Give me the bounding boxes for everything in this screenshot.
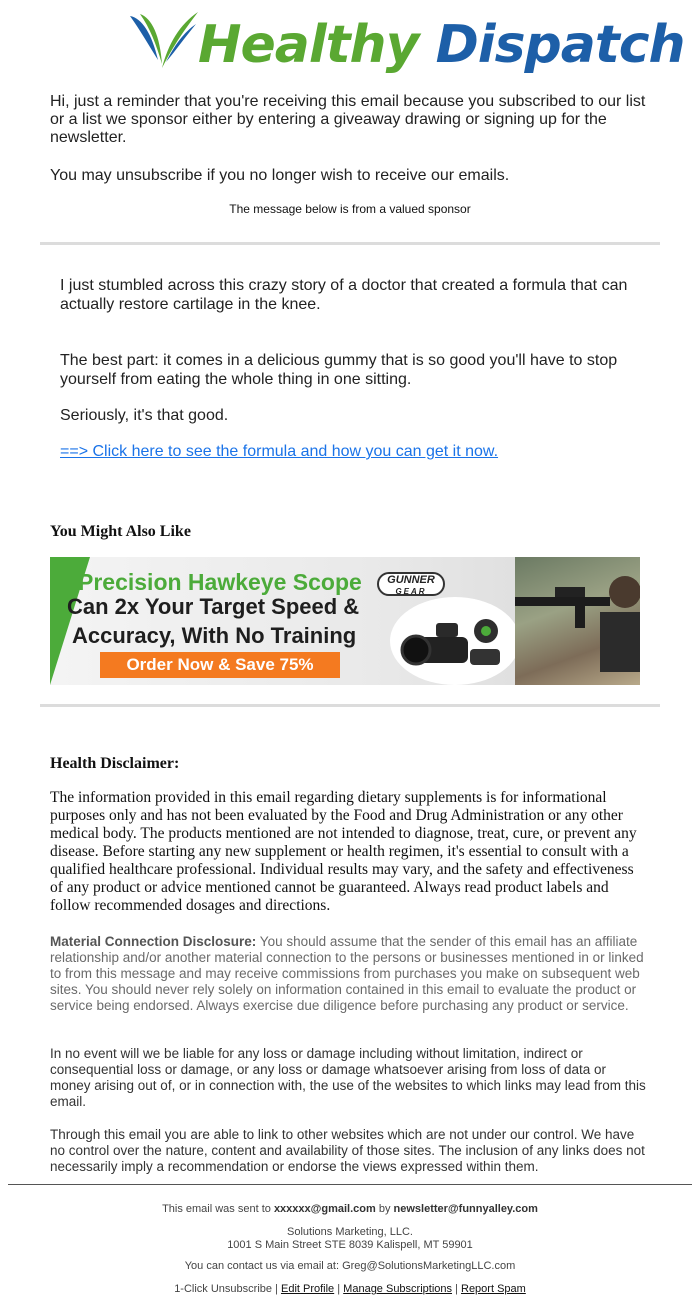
subscription-reminder: Hi, just a reminder that you're receiving this email because you subscribed to our list or a list we sponsor either by entering a giveaway drawing or signing up for the newsletter. bbox=[50, 93, 646, 146]
order-now-button[interactable]: Order Now & Save 75% bbox=[100, 652, 340, 678]
health-disclaimer-heading: Health Disclaimer: bbox=[50, 755, 180, 772]
sent-prefix: This email was sent to bbox=[162, 1203, 274, 1215]
sender-email: newsletter@funnyalley.com bbox=[393, 1203, 538, 1215]
link-separator: | bbox=[334, 1283, 344, 1295]
logo-wordmark bbox=[198, 10, 685, 80]
brand-bottom: GEAR bbox=[395, 587, 427, 596]
company-address: 1001 S Main Street STE 8039 Kalispell, MT 59901 bbox=[227, 1239, 473, 1251]
logo-mark-icon bbox=[128, 10, 200, 80]
message-paragraph-3: Seriously, it's that good. bbox=[60, 407, 229, 424]
link-separator: | bbox=[272, 1283, 281, 1295]
material-disclosure-label: Material Connection Disclosure: bbox=[50, 934, 257, 949]
contact-line: You can contact us via email at: Greg@SolutionsMarketingLLC.com bbox=[184, 1260, 516, 1272]
red-dot-scope-icon bbox=[400, 609, 510, 679]
sent-by: by bbox=[375, 1203, 394, 1215]
manage-subscriptions-link[interactable]: Manage Subscriptions bbox=[343, 1283, 453, 1295]
also-like-heading: You Might Also Like bbox=[50, 523, 191, 540]
logo-word-healthy: Healthy bbox=[198, 15, 419, 75]
banner-headline-3: Accuracy, With No Training bbox=[72, 623, 357, 648]
company-name: Solutions Marketing, LLC. bbox=[287, 1226, 413, 1238]
rifle-silhouette-icon bbox=[515, 557, 640, 685]
footer-divider bbox=[8, 1184, 692, 1185]
liability-paragraph: In no event will we be liable for any loss or damage including without limitation, indirect or consequential loss or damage, or any loss or damage whatsoever arising from loss of data or money arising out of, or in connection with, the use of the websites to which links may lead from this email. bbox=[50, 1046, 646, 1109]
logo-word-dispatch: Dispatch bbox=[435, 15, 685, 75]
divider bbox=[40, 704, 660, 707]
link-separator: | bbox=[452, 1283, 461, 1295]
material-connection-disclosure bbox=[50, 934, 648, 1014]
healthy-dispatch-logo bbox=[128, 8, 685, 86]
banner-headline-2: Can 2x Your Target Speed & bbox=[67, 594, 360, 619]
edit-profile-link[interactable]: Edit Profile bbox=[280, 1283, 335, 1295]
material-disclosure-text: You should assume that the sender of this email has an affiliate relationship and/or another material connection to the persons or businesses mentioned in or linked to from this message and may receive commissions from purchases you make on subsequent web sites. You should never rely solely on information contained in this email to evaluate the product or service being endorsed. Always exercise due diligence before purchasing any product or service. bbox=[50, 934, 644, 1013]
shooter-photo bbox=[515, 557, 640, 685]
sent-to-line bbox=[0, 1203, 700, 1216]
banner-headline-1: Precision Hawkeye Scope bbox=[78, 569, 362, 595]
recipient-email: xxxxxx@gmail.com bbox=[273, 1203, 376, 1215]
gunner-gear-logo bbox=[377, 572, 445, 596]
footer-links bbox=[0, 1283, 700, 1296]
external-links-paragraph: Through this email you are able to link to other websites which are not under our control. We have no control over the nature, content and availability of those sites. The inclusion of any links does not necessarily imply a recommendation or endorse the views expressed within them. bbox=[50, 1127, 645, 1174]
message-paragraph-2: The best part: it comes in a delicious gummy that is so good you'll have to stop yourself from eating the whole thing in one sitting. bbox=[60, 352, 618, 388]
one-click-unsubscribe-link[interactable]: 1-Click Unsubscribe bbox=[174, 1283, 272, 1295]
unsubscribe-note: You may unsubscribe if you no longer wish to receive our emails. bbox=[50, 167, 510, 184]
brand-top: GUNNER bbox=[387, 574, 435, 586]
scope-ad-banner[interactable] bbox=[50, 557, 640, 685]
sponsor-note: The message below is from a valued sponsor bbox=[229, 202, 471, 216]
health-disclaimer-text: The information provided in this email regarding dietary supplements is for informational purposes only and has not been evaluated by the Food and Drug Administration or any other medical body. The products mentioned are not intended to diagnose, treat, cure, or prevent any disease. Before starting any new supplement or health regimen, it's essential to consult with a qualified healthcare professional. Individual results may vary, and the safety and effectiveness of any product or advice mentioned cannot be guaranteed. Always read product labels and follow recommended dosages and directions. bbox=[50, 789, 637, 914]
divider bbox=[40, 242, 660, 245]
report-spam-link[interactable]: Report Spam bbox=[461, 1283, 526, 1295]
message-paragraph-1: I just stumbled across this crazy story of a doctor that created a formula that can actually restore cartilage in the knee. bbox=[60, 277, 628, 313]
formula-link[interactable]: ==> Click here to see the formula and how you can get it now. bbox=[60, 443, 499, 460]
